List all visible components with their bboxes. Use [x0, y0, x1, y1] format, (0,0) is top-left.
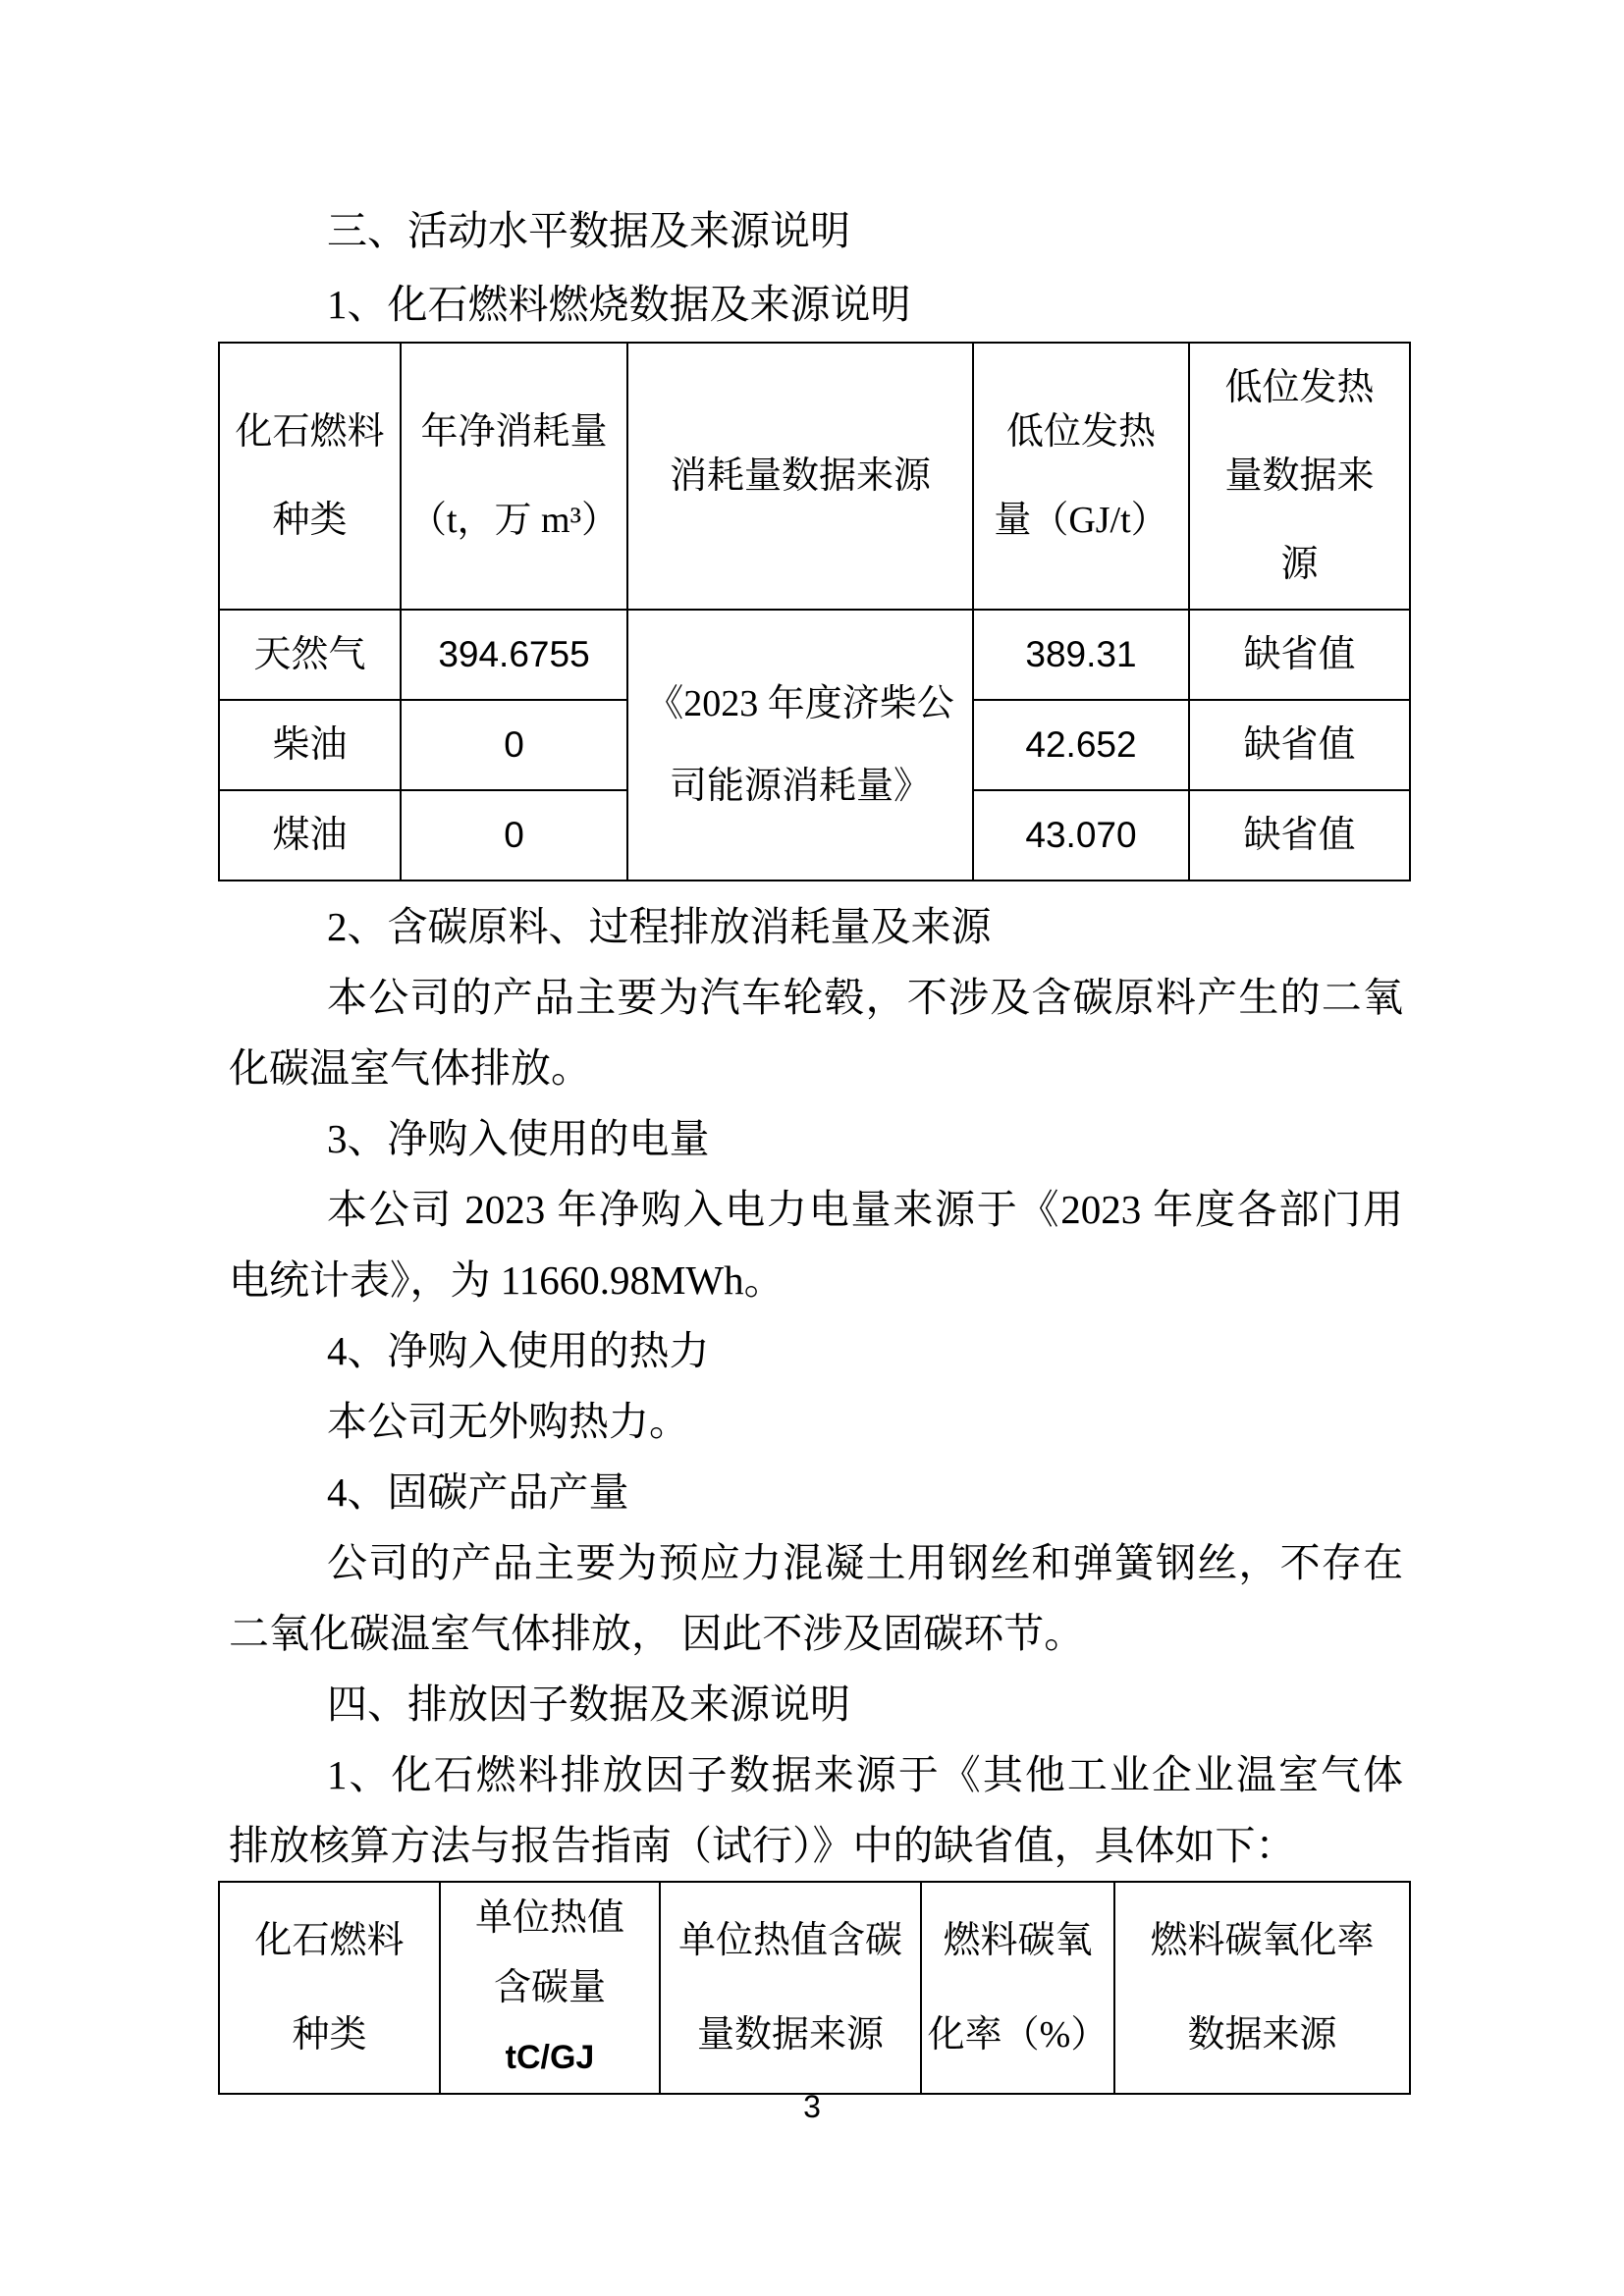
body-line: 公司的产品主要为预应力混凝土用钢丝和弹簧钢丝，不存在 [327, 1540, 1403, 1585]
header-line: 化石燃料 [235, 411, 385, 453]
cell-consumption-source [627, 610, 973, 881]
subsection-heading-carbon-fixation: 4、固碳产品产量 [327, 1469, 629, 1515]
cell-heating-value [973, 700, 1189, 790]
header-line: 量（GJ/t） [994, 500, 1168, 541]
header-fuel-type [219, 1882, 440, 2094]
header-line: 种类 [292, 2014, 367, 2056]
header-line: 种类 [272, 500, 348, 541]
fuel-name: 煤油 [272, 815, 348, 856]
header-line: 单位热值 [474, 1896, 624, 1939]
fuel-name: 天然气 [253, 634, 366, 675]
header-line: 年净消耗量 [420, 411, 608, 453]
consumption-value: 394.6755 [438, 634, 590, 674]
cell-hv-source [1189, 610, 1410, 700]
fuel-consumption-table [218, 342, 1411, 881]
consumption-value: 0 [504, 815, 524, 855]
source-line: 《2023 年度济柴公 [646, 683, 954, 724]
cell-hv-source [1189, 700, 1410, 790]
emission-factor-table [218, 1881, 1411, 2095]
subsection-heading-fossil-fuel: 1、化石燃料燃烧数据及来源说明 [327, 282, 911, 327]
header-line: 单位热值含碳 [677, 1920, 902, 1961]
body-line: 化碳温室气体排放。 [229, 1045, 591, 1091]
cell-fuel [219, 610, 401, 700]
cell-heating-value [973, 790, 1189, 881]
body-line: 排放核算方法与报告指南（试行）》中的缺省值，具体如下： [229, 1823, 1296, 1868]
header-carbon-content [440, 1882, 660, 2094]
cell-consumption [401, 610, 627, 700]
cell-consumption [401, 700, 627, 790]
header-line: 数据来源 [1187, 2014, 1337, 2056]
section-headings [229, 194, 1403, 342]
header-annual-consumption [401, 343, 627, 610]
header-line: 低位发热 [1005, 411, 1156, 453]
table-row [219, 610, 1410, 700]
body-paragraphs [229, 891, 1403, 1881]
header-consumption-source [627, 343, 973, 610]
header-unit-line: tC/GJ [505, 2038, 595, 2076]
header-line: 源 [1280, 544, 1319, 585]
hv-source: 缺省值 [1243, 815, 1356, 856]
header-line: 燃料碳氧 [943, 1920, 1093, 1961]
cell-fuel [219, 700, 401, 790]
cell-heating-value [973, 610, 1189, 700]
header-line: 含碳量 [493, 1966, 606, 2008]
cell-consumption [401, 790, 627, 881]
table-header-row [219, 1882, 1410, 2094]
header-fuel-type [219, 343, 401, 610]
page-number: 3 [803, 2089, 821, 2124]
cell-hv-source [1189, 790, 1410, 881]
hv-source: 缺省值 [1243, 724, 1356, 766]
table-header-row [219, 343, 1410, 610]
header-heating-value-source [1189, 343, 1410, 610]
source-line: 司能源消耗量》 [669, 766, 931, 807]
subsection-heading-carbon-materials: 2、含碳原料、过程排放消耗量及来源 [327, 904, 992, 949]
header-line: 燃料碳氧化率 [1150, 1920, 1375, 1961]
heating-value: 43.070 [1025, 815, 1137, 855]
body-line: 电统计表》，为 11660.98MWh。 [229, 1257, 785, 1303]
header-line: 量数据来源 [696, 2014, 884, 2056]
header-oxidation-rate [921, 1882, 1114, 2094]
header-line: 量数据来 [1224, 455, 1375, 497]
header-heating-value [973, 343, 1189, 610]
header-line: 低位发热 [1224, 367, 1375, 408]
body-line: 本公司无外购热力。 [327, 1399, 689, 1444]
body-line: 本公司的产品主要为汽车轮毂，不涉及含碳原料产生的二氧 [327, 975, 1403, 1020]
body-line: 1、化石燃料排放因子数据来源于《其他工业企业温室气体 [327, 1752, 1403, 1797]
header-line: 化石燃料 [254, 1920, 405, 1961]
heating-value: 389.31 [1025, 634, 1137, 674]
consumption-value: 0 [504, 724, 524, 765]
header-line: （t，万 m³） [408, 500, 619, 541]
fuel-name: 柴油 [272, 724, 348, 766]
header-oxidation-rate-source [1114, 1882, 1410, 2094]
subsection-heading-purchased-electricity: 3、净购入使用的电量 [327, 1116, 710, 1161]
page-content [218, 194, 1409, 2095]
header-carbon-content-source [660, 1882, 921, 2094]
section-heading-activity-data: 三、活动水平数据及来源说明 [327, 208, 850, 253]
section-heading-emission-factors: 四、排放因子数据及来源说明 [327, 1682, 850, 1727]
header-line: 化率（%） [927, 2014, 1109, 2056]
cell-fuel [219, 790, 401, 881]
body-line: 二氧化碳温室气体排放， 因此不涉及固碳环节。 [229, 1611, 1085, 1656]
body-line: 本公司 2023 年净购入电力电量来源于《2023 年度各部门用 [327, 1187, 1403, 1232]
header-line: 消耗量数据来源 [669, 455, 931, 497]
heating-value: 42.652 [1025, 724, 1137, 765]
subsection-heading-purchased-heat: 4、净购入使用的热力 [327, 1328, 710, 1373]
hv-source: 缺省值 [1243, 634, 1356, 675]
